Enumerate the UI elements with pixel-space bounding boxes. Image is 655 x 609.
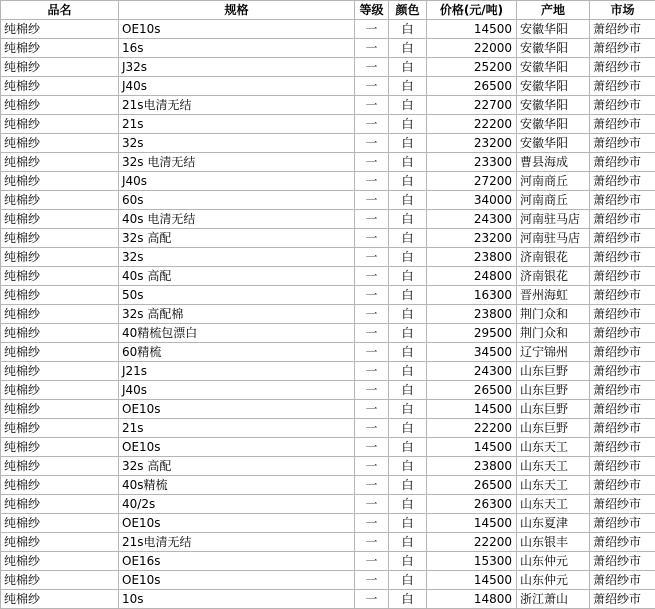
cell-spec: 40s精梳 <box>119 476 355 495</box>
cell-grade: 一 <box>355 533 389 552</box>
cell-product: 纯棉纱 <box>1 495 119 514</box>
cell-grade: 一 <box>355 590 389 609</box>
cell-spec: 16s <box>119 39 355 58</box>
cell-color: 白 <box>389 381 427 400</box>
table-row <box>1 20 655 39</box>
cell-product: 纯棉纱 <box>1 419 119 438</box>
table-row <box>1 324 655 343</box>
cell-color: 白 <box>389 286 427 305</box>
header-market: 市场 <box>590 1 655 20</box>
cell-spec: J32s <box>119 58 355 77</box>
header-grade: 等级 <box>355 1 389 20</box>
cell-origin: 山东天工 <box>517 495 590 514</box>
cell-market: 萧绍纱市 <box>590 400 655 419</box>
cell-spec: 40s 电清无结 <box>119 210 355 229</box>
cell-product: 纯棉纱 <box>1 438 119 457</box>
table-row <box>1 571 655 590</box>
cell-color: 白 <box>389 77 427 96</box>
cell-grade: 一 <box>355 248 389 267</box>
cell-price: 14800 <box>427 590 517 609</box>
cell-grade: 一 <box>355 571 389 590</box>
cell-price: 27200 <box>427 172 517 191</box>
cell-price: 26500 <box>427 77 517 96</box>
cell-spec: OE10s <box>119 514 355 533</box>
cell-spec: 21s <box>119 115 355 134</box>
cell-spec: 21s <box>119 419 355 438</box>
cell-spec: OE10s <box>119 20 355 39</box>
table-row <box>1 115 655 134</box>
cell-grade: 一 <box>355 381 389 400</box>
table-row <box>1 286 655 305</box>
cell-product: 纯棉纱 <box>1 400 119 419</box>
cell-market: 萧绍纱市 <box>590 172 655 191</box>
cell-price: 14500 <box>427 438 517 457</box>
cell-origin: 安徽华阳 <box>517 134 590 153</box>
cell-color: 白 <box>389 514 427 533</box>
cell-color: 白 <box>389 400 427 419</box>
cell-origin: 浙江萧山 <box>517 590 590 609</box>
cell-price: 26500 <box>427 476 517 495</box>
cell-color: 白 <box>389 153 427 172</box>
cell-grade: 一 <box>355 191 389 210</box>
cell-market: 萧绍纱市 <box>590 571 655 590</box>
cell-product: 纯棉纱 <box>1 286 119 305</box>
cell-price: 23800 <box>427 248 517 267</box>
table-row <box>1 419 655 438</box>
cell-market: 萧绍纱市 <box>590 134 655 153</box>
cell-price: 34500 <box>427 343 517 362</box>
cell-price: 22200 <box>427 115 517 134</box>
cell-origin: 安徽华阳 <box>517 58 590 77</box>
cell-market: 萧绍纱市 <box>590 590 655 609</box>
cell-product: 纯棉纱 <box>1 58 119 77</box>
cell-market: 萧绍纱市 <box>590 210 655 229</box>
table-row <box>1 552 655 571</box>
cell-market: 萧绍纱市 <box>590 39 655 58</box>
table-body <box>1 20 655 609</box>
cell-product: 纯棉纱 <box>1 39 119 58</box>
cell-product: 纯棉纱 <box>1 191 119 210</box>
cell-price: 22200 <box>427 419 517 438</box>
cell-origin: 荆门众和 <box>517 305 590 324</box>
cell-grade: 一 <box>355 20 389 39</box>
cell-price: 22000 <box>427 39 517 58</box>
cell-spec: 32s 高配 <box>119 229 355 248</box>
cell-product: 纯棉纱 <box>1 514 119 533</box>
cell-market: 萧绍纱市 <box>590 191 655 210</box>
cell-grade: 一 <box>355 552 389 571</box>
cell-grade: 一 <box>355 400 389 419</box>
cell-origin: 山东巨野 <box>517 400 590 419</box>
cell-spec: 32s 高配 <box>119 457 355 476</box>
table-row <box>1 305 655 324</box>
cell-product: 纯棉纱 <box>1 153 119 172</box>
cell-spec: 60s <box>119 191 355 210</box>
cell-grade: 一 <box>355 438 389 457</box>
table-row <box>1 362 655 381</box>
cell-color: 白 <box>389 438 427 457</box>
cell-market: 萧绍纱市 <box>590 362 655 381</box>
cell-origin: 河南商丘 <box>517 172 590 191</box>
cell-market: 萧绍纱市 <box>590 457 655 476</box>
cell-price: 26300 <box>427 495 517 514</box>
cell-product: 纯棉纱 <box>1 381 119 400</box>
table-row <box>1 267 655 286</box>
cell-color: 白 <box>389 267 427 286</box>
cell-grade: 一 <box>355 514 389 533</box>
cell-origin: 山东巨野 <box>517 362 590 381</box>
cell-market: 萧绍纱市 <box>590 286 655 305</box>
cell-market: 萧绍纱市 <box>590 476 655 495</box>
cell-market: 萧绍纱市 <box>590 438 655 457</box>
header-origin: 产地 <box>517 1 590 20</box>
cell-origin: 山东银丰 <box>517 533 590 552</box>
cell-color: 白 <box>389 419 427 438</box>
cell-price: 26500 <box>427 381 517 400</box>
cell-origin: 山东夏津 <box>517 514 590 533</box>
cell-spec: 21s电清无结 <box>119 96 355 115</box>
cell-color: 白 <box>389 533 427 552</box>
cell-market: 萧绍纱市 <box>590 153 655 172</box>
cell-price: 14500 <box>427 571 517 590</box>
cell-price: 22200 <box>427 533 517 552</box>
cell-origin: 山东天工 <box>517 476 590 495</box>
cell-market: 萧绍纱市 <box>590 229 655 248</box>
table-row <box>1 248 655 267</box>
cell-spec: 32s 电清无结 <box>119 153 355 172</box>
table-row <box>1 39 655 58</box>
cell-color: 白 <box>389 343 427 362</box>
table-row <box>1 400 655 419</box>
cell-grade: 一 <box>355 77 389 96</box>
cell-spec: 10s <box>119 590 355 609</box>
table-row <box>1 191 655 210</box>
table-row <box>1 96 655 115</box>
cell-grade: 一 <box>355 495 389 514</box>
cell-spec: 32s <box>119 248 355 267</box>
cell-color: 白 <box>389 476 427 495</box>
table-row <box>1 457 655 476</box>
cell-grade: 一 <box>355 343 389 362</box>
header-color: 颜色 <box>389 1 427 20</box>
cell-origin: 安徽华阳 <box>517 39 590 58</box>
cell-grade: 一 <box>355 39 389 58</box>
cell-product: 纯棉纱 <box>1 362 119 381</box>
cell-origin: 河南驻马店 <box>517 210 590 229</box>
cell-grade: 一 <box>355 362 389 381</box>
table-row <box>1 343 655 362</box>
cell-color: 白 <box>389 134 427 153</box>
cell-origin: 山东巨野 <box>517 419 590 438</box>
cell-color: 白 <box>389 20 427 39</box>
cell-price: 24300 <box>427 362 517 381</box>
cell-color: 白 <box>389 590 427 609</box>
cell-price: 23800 <box>427 305 517 324</box>
table-row <box>1 438 655 457</box>
table-row <box>1 172 655 191</box>
table-row <box>1 77 655 96</box>
cell-spec: J21s <box>119 362 355 381</box>
cell-market: 萧绍纱市 <box>590 324 655 343</box>
cell-grade: 一 <box>355 153 389 172</box>
cell-spec: 50s <box>119 286 355 305</box>
cell-product: 纯棉纱 <box>1 210 119 229</box>
cell-grade: 一 <box>355 305 389 324</box>
cell-grade: 一 <box>355 115 389 134</box>
cell-product: 纯棉纱 <box>1 267 119 286</box>
cell-price: 23800 <box>427 457 517 476</box>
cell-spec: OE10s <box>119 438 355 457</box>
cell-market: 萧绍纱市 <box>590 115 655 134</box>
header-product: 品名 <box>1 1 119 20</box>
cell-origin: 山东天工 <box>517 457 590 476</box>
cell-market: 萧绍纱市 <box>590 248 655 267</box>
cell-price: 15300 <box>427 552 517 571</box>
cell-spec: J40s <box>119 172 355 191</box>
table-row <box>1 381 655 400</box>
cell-product: 纯棉纱 <box>1 590 119 609</box>
cell-grade: 一 <box>355 324 389 343</box>
table-row <box>1 134 655 153</box>
table-row <box>1 590 655 609</box>
cell-grade: 一 <box>355 267 389 286</box>
header-row <box>1 1 655 20</box>
cell-grade: 一 <box>355 134 389 153</box>
header-spec: 规格 <box>119 1 355 20</box>
cell-color: 白 <box>389 305 427 324</box>
cell-origin: 安徽华阳 <box>517 20 590 39</box>
cell-origin: 安徽华阳 <box>517 77 590 96</box>
cell-spec: OE10s <box>119 400 355 419</box>
cell-market: 萧绍纱市 <box>590 381 655 400</box>
cell-origin: 河南驻马店 <box>517 229 590 248</box>
cell-product: 纯棉纱 <box>1 343 119 362</box>
cell-spec: 32s 高配棉 <box>119 305 355 324</box>
cell-color: 白 <box>389 362 427 381</box>
cell-market: 萧绍纱市 <box>590 77 655 96</box>
cell-product: 纯棉纱 <box>1 248 119 267</box>
cell-origin: 山东仲元 <box>517 571 590 590</box>
cell-color: 白 <box>389 96 427 115</box>
cell-color: 白 <box>389 457 427 476</box>
cell-product: 纯棉纱 <box>1 115 119 134</box>
cell-color: 白 <box>389 229 427 248</box>
cell-price: 23300 <box>427 153 517 172</box>
cell-color: 白 <box>389 495 427 514</box>
cell-origin: 曹县海成 <box>517 153 590 172</box>
cell-product: 纯棉纱 <box>1 96 119 115</box>
table-row <box>1 533 655 552</box>
cell-grade: 一 <box>355 419 389 438</box>
cell-market: 萧绍纱市 <box>590 495 655 514</box>
cell-price: 14500 <box>427 20 517 39</box>
table-row <box>1 58 655 77</box>
cell-grade: 一 <box>355 476 389 495</box>
table-row <box>1 514 655 533</box>
header-price: 价格(元/吨) <box>427 1 517 20</box>
cell-price: 14500 <box>427 400 517 419</box>
cell-color: 白 <box>389 552 427 571</box>
cell-price: 24800 <box>427 267 517 286</box>
cell-market: 萧绍纱市 <box>590 419 655 438</box>
cell-price: 16300 <box>427 286 517 305</box>
cell-market: 萧绍纱市 <box>590 552 655 571</box>
cell-grade: 一 <box>355 286 389 305</box>
cell-product: 纯棉纱 <box>1 533 119 552</box>
cell-grade: 一 <box>355 96 389 115</box>
cell-origin: 山东仲元 <box>517 552 590 571</box>
cell-color: 白 <box>389 191 427 210</box>
cell-color: 白 <box>389 39 427 58</box>
cell-color: 白 <box>389 210 427 229</box>
cell-product: 纯棉纱 <box>1 20 119 39</box>
cell-market: 萧绍纱市 <box>590 20 655 39</box>
cell-origin: 山东巨野 <box>517 381 590 400</box>
cell-market: 萧绍纱市 <box>590 533 655 552</box>
cell-product: 纯棉纱 <box>1 457 119 476</box>
cell-market: 萧绍纱市 <box>590 58 655 77</box>
cell-price: 29500 <box>427 324 517 343</box>
cell-spec: J40s <box>119 381 355 400</box>
cell-color: 白 <box>389 172 427 191</box>
table-row <box>1 153 655 172</box>
cell-origin: 荆门众和 <box>517 324 590 343</box>
cell-price: 24300 <box>427 210 517 229</box>
table-row <box>1 229 655 248</box>
cell-spec: 21s电清无结 <box>119 533 355 552</box>
cell-origin: 安徽华阳 <box>517 96 590 115</box>
cell-price: 34000 <box>427 191 517 210</box>
cell-product: 纯棉纱 <box>1 476 119 495</box>
cell-product: 纯棉纱 <box>1 552 119 571</box>
table-row <box>1 476 655 495</box>
cell-spec: 40/2s <box>119 495 355 514</box>
cell-origin: 辽宁锦州 <box>517 343 590 362</box>
cell-color: 白 <box>389 324 427 343</box>
cell-price: 25200 <box>427 58 517 77</box>
cell-color: 白 <box>389 115 427 134</box>
cell-origin: 安徽华阳 <box>517 115 590 134</box>
table-row <box>1 495 655 514</box>
cell-grade: 一 <box>355 172 389 191</box>
cell-spec: J40s <box>119 77 355 96</box>
cell-product: 纯棉纱 <box>1 571 119 590</box>
cell-spec: 60精梳 <box>119 343 355 362</box>
cell-spec: OE16s <box>119 552 355 571</box>
cell-product: 纯棉纱 <box>1 134 119 153</box>
cell-origin: 晋州海虹 <box>517 286 590 305</box>
cell-grade: 一 <box>355 58 389 77</box>
cell-color: 白 <box>389 571 427 590</box>
cell-grade: 一 <box>355 457 389 476</box>
cell-market: 萧绍纱市 <box>590 267 655 286</box>
cell-price: 22700 <box>427 96 517 115</box>
cell-market: 萧绍纱市 <box>590 305 655 324</box>
cell-grade: 一 <box>355 210 389 229</box>
cell-product: 纯棉纱 <box>1 305 119 324</box>
cell-price: 14500 <box>427 514 517 533</box>
cell-market: 萧绍纱市 <box>590 514 655 533</box>
cell-spec: 32s <box>119 134 355 153</box>
cell-price: 23200 <box>427 134 517 153</box>
cell-product: 纯棉纱 <box>1 172 119 191</box>
cell-origin: 山东天工 <box>517 438 590 457</box>
table-row <box>1 210 655 229</box>
cell-origin: 河南商丘 <box>517 191 590 210</box>
cell-spec: 40精梳包漂白 <box>119 324 355 343</box>
cell-spec: OE10s <box>119 571 355 590</box>
cell-color: 白 <box>389 58 427 77</box>
cell-product: 纯棉纱 <box>1 324 119 343</box>
cell-grade: 一 <box>355 229 389 248</box>
cell-origin: 济南银花 <box>517 248 590 267</box>
cell-market: 萧绍纱市 <box>590 96 655 115</box>
cell-color: 白 <box>389 248 427 267</box>
cell-spec: 40s 高配 <box>119 267 355 286</box>
cell-product: 纯棉纱 <box>1 77 119 96</box>
cell-origin: 济南银花 <box>517 267 590 286</box>
cell-price: 23200 <box>427 229 517 248</box>
cell-market: 萧绍纱市 <box>590 343 655 362</box>
cell-product: 纯棉纱 <box>1 229 119 248</box>
